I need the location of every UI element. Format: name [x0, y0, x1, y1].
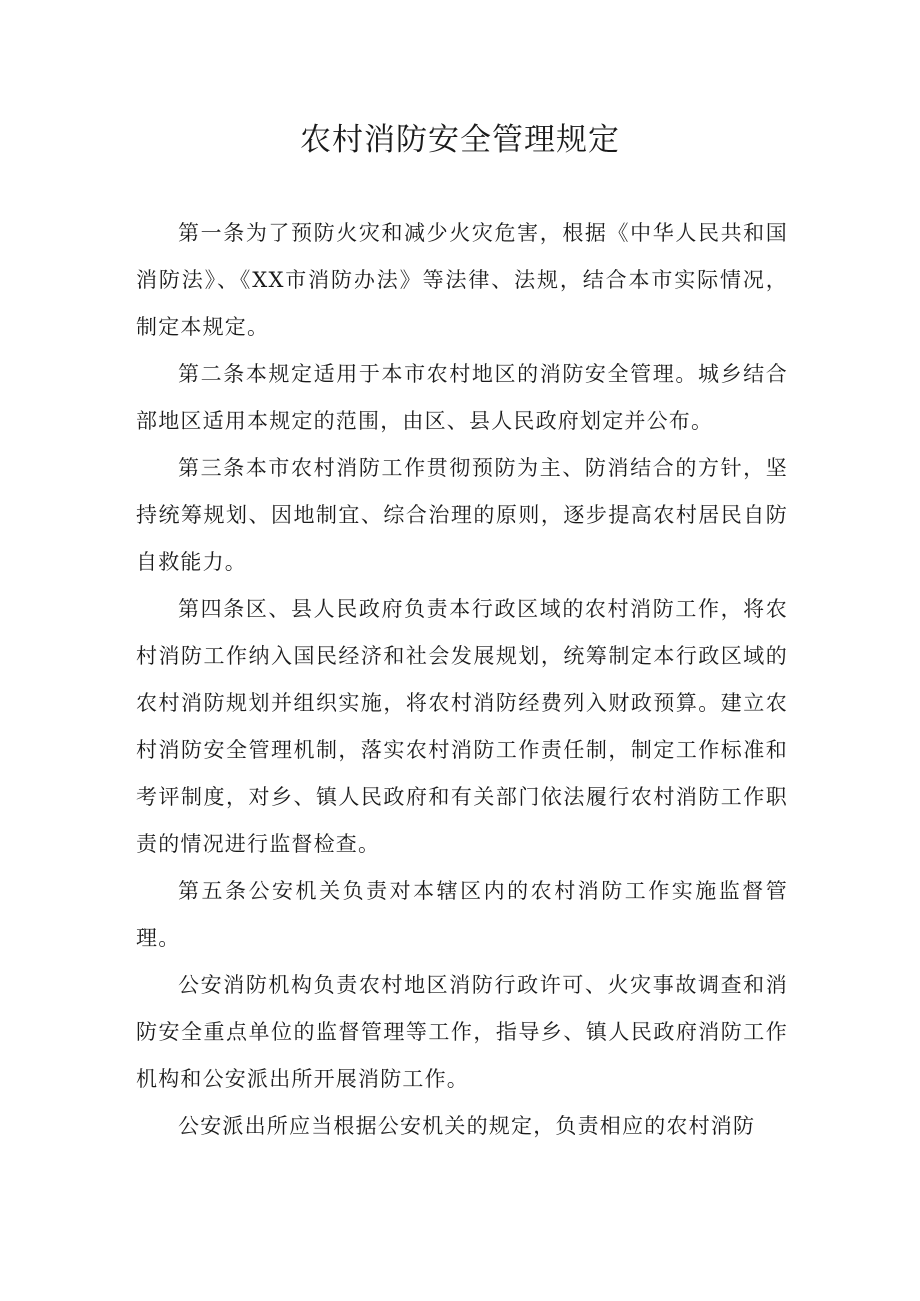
paragraph-article-3: 第三条本市农村消防工作贯彻预防为主、防消结合的方针，坚持统筹规划、因地制宜、综合治理的原则，逐步提高农村居民自防自救能力。 [136, 456, 788, 574]
paragraph-article-1: 第一条为了预防火灾和减少火灾危害，根据《中华人民共和国消防法》、《XX市消防办法》等法律、法规，结合本市实际情况，制定本规定。 [136, 221, 788, 339]
document-title: 农村消防安全管理规定 [300, 122, 620, 158]
paragraph-article-4: 第四条区、县人民政府负责本行政区域的农村消防工作，将农村消防工作纳入国民经济和社会发展规划，统筹制定本行政区域的农村消防规划并组织实施，将农村消防经费列入财政预算。建立农村消防安全管理机制，落实农村消防工作责任制，制定工作标准和考评制度，对乡、镇人民政府和有关部门依法履行农村消防工作职责的情况进行监督检查。 [136, 597, 788, 856]
paragraph-article-5: 第五条公安机关负责对本辖区内的农村消防工作实施监督管理。 [136, 879, 788, 950]
paragraph-police-station-duties: 公安派出所应当根据公安机关的规定，负责相应的农村消防 [178, 1114, 756, 1138]
paragraph-fire-agency-duties: 公安消防机构负责农村地区消防行政许可、火灾事故调查和消防安全重点单位的监督管理等工作，指导乡、镇人民政府消防工作机构和公安派出所开展消防工作。 [136, 973, 788, 1091]
document-body [136, 210, 788, 1150]
paragraph-article-2: 第二条本规定适用于本市农村地区的消防安全管理。城乡结合部地区适用本规定的范围，由区、县人民政府划定并公布。 [136, 362, 788, 433]
